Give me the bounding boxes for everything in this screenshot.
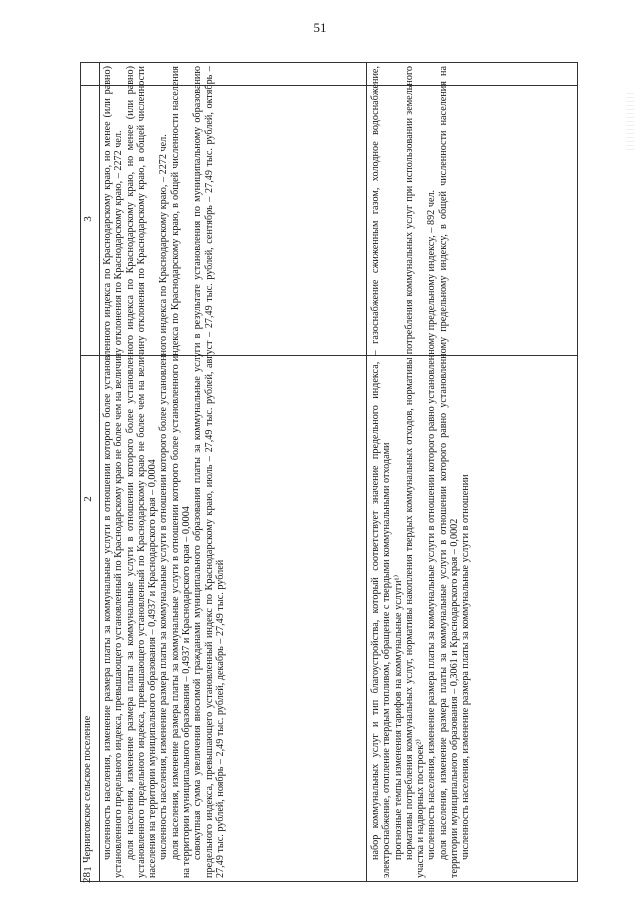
paragraph: численность населения, изменение размера платы за коммунальные услуги в отношении bbox=[460, 474, 472, 860]
paragraph: нормативы потребления коммунальных услуг, нормативы накопления твердых коммунальных отходов, нормативы потребления коммунальных услуг при использовании земельного участка и надворных построек²⁾ bbox=[403, 66, 427, 878]
column-header-3: 3 bbox=[81, 216, 94, 222]
paragraph: совокупная сумма увеличения вносимой гражданами муниципального образования платы за коммунальные услуги в результате установления по муниципальному образованию предельного индекса, превышающего установленный индекс по Краснодарскому краю, июль – 27,49 тыс. рублей, август – 27,49 тыс. рублей, сентябрь – 27,49 тыс. рублей, октябрь – 27,49 тыс. рублей, ноябрь – 2,49 тыс. рублей, декабрь – 27,49 тыс. рублей bbox=[192, 66, 226, 878]
column-header-2: 2 bbox=[81, 496, 94, 502]
row-number: 28 bbox=[81, 872, 93, 883]
row-28-description bbox=[370, 66, 472, 878]
paragraph: набор коммунальных услуг и тип благоустройства, который соответствует значение предельного индекса, – газоснабжение сжиженным газом, холодное водоснабжение, электроснабжение, отопление твердым топливом, обращение с твердыми коммунальными отходами bbox=[370, 66, 393, 878]
row-continuation-body bbox=[102, 66, 226, 878]
paragraph: доля населения, изменение размера платы за коммунальные услуги в отношении которого более установленного индекса по Краснодарскому краю, в общей численности населения на территории муниципального образования – 0,4937 и Краснодарского края – 0,0004 bbox=[169, 66, 193, 878]
settlement-name: Черниговское сельское поселение bbox=[82, 715, 93, 863]
paragraph: доля населения, изменение размера платы за коммунальные услуги в отношении которого равно установленному предельному индексу, в общей численности населения на территории муниципального образования – 0,3061 и Краснодарского края – 0,0002 bbox=[437, 66, 461, 878]
paragraph: численность населения, изменение размера платы за коммунальные услуги в отношении которого более установленного индекса по Краснодарскому краю, но менее (или равно) установленного предельного индекса, превышающего установленный по Краснодарскому краю не более чем на величину отклонения по Краснодарскому краю, – 2272 чел. bbox=[102, 66, 125, 878]
paragraph: численность населения, изменение размера платы за коммунальные услуги в отношении которого равно установленному предельному индексу, – 892 чел. bbox=[426, 189, 438, 860]
table-row-28-text bbox=[368, 62, 576, 882]
column-header-1: 1 bbox=[81, 866, 94, 872]
table-row-continuation-text bbox=[100, 62, 366, 882]
paragraph: прогнозные темпы изменения тарифов на коммунальные услуги¹⁾ bbox=[392, 574, 404, 860]
page-number: 51 bbox=[313, 20, 327, 35]
paragraph: доля населения, изменение размера платы за коммунальные услуги в отношении которого более установленного индекса по Краснодарскому краю, но менее (или равно) установленного предельного индекса, превышающего установленный по Краснодарскому краю не более чем на величину отклонения по Краснодарскому краю, в общей численности населения на территории муниципального образования – 0,4937 и Краснодарского края – 0,0004 bbox=[124, 66, 159, 878]
scan-artifact bbox=[626, 90, 634, 150]
paragraph: численность населения, изменение размера платы за коммунальные услуги в отношении которого более установленного индекса по Краснодарскому краю, – 2272 чел. bbox=[158, 134, 170, 860]
